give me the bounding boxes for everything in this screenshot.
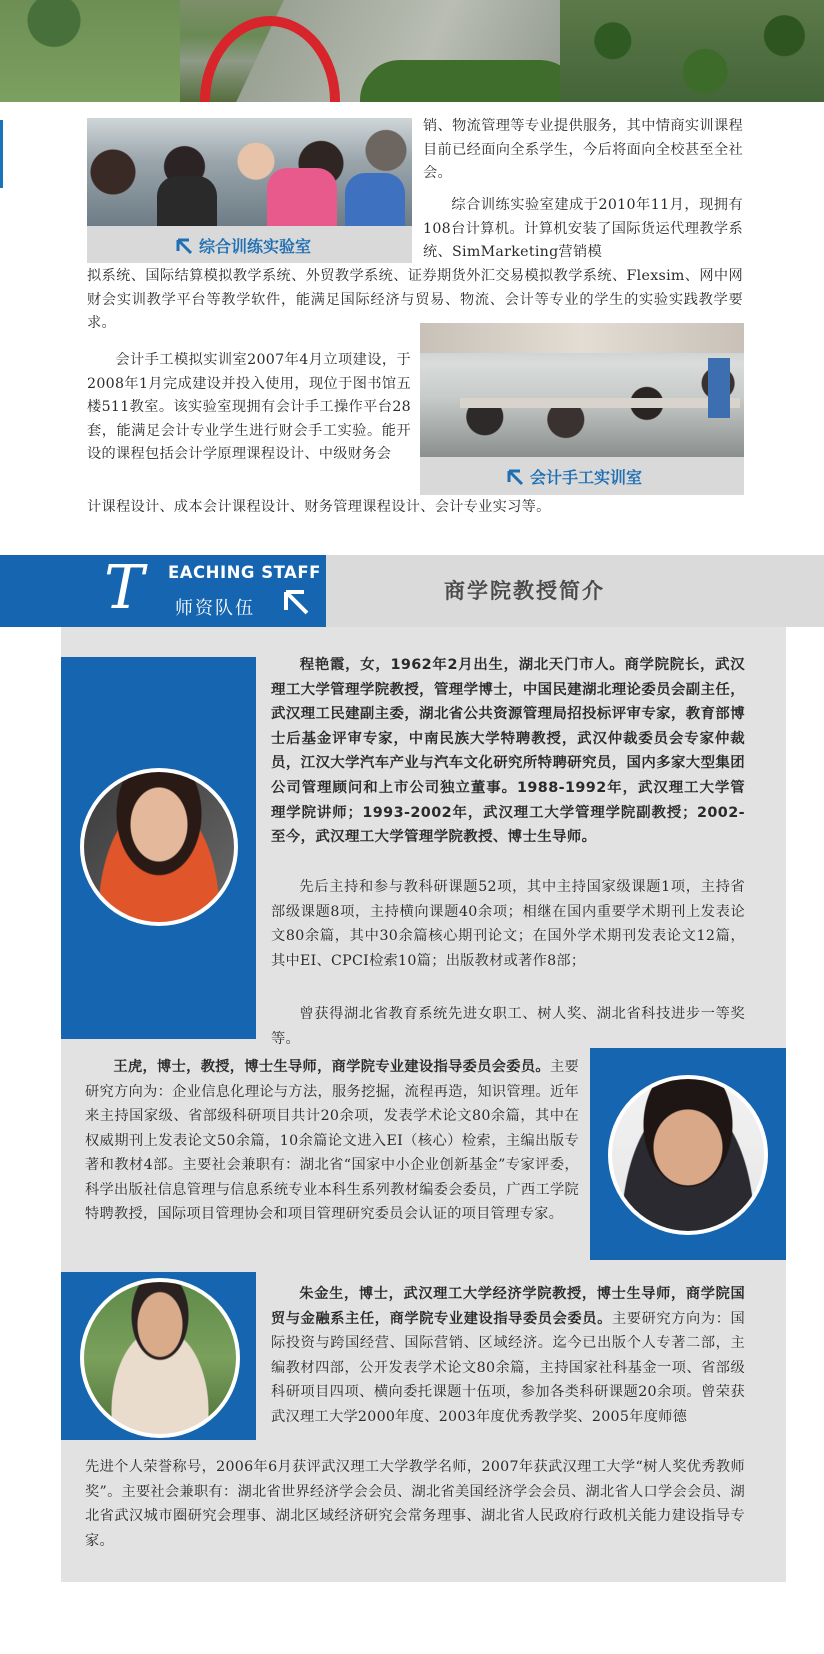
profile-2-text <box>85 1055 579 1227</box>
profile-2-lead: 王虎，博士，教授，博士生导师，商学院专业建设指导委员会委员。 <box>113 1059 550 1075</box>
left-accent-bar <box>0 120 3 188</box>
accounting-lab-photo-box <box>420 323 744 495</box>
section-english-title: EACHING STAFF <box>168 563 321 582</box>
page-heading: 商学院教授简介 <box>444 579 605 603</box>
campus-banner-photo <box>0 0 824 102</box>
accounting-lab-caption-text: 会计手工实训室 <box>530 468 643 487</box>
profile-1-bio: 程艳霞，女，1962年2月出生，湖北天门市人。商学院院长，武汉理工大学管理学院教授，管理学博士，中国民建湖北理论委员会副主任，武汉理工民建副主委，湖北省公共资源管理局招投标评审专家，教育部博士后基金评审专家，中南民族大学特聘教授，武汉仲裁委员会专家仲裁员，江汉大学汽车产业与汽车文化研究所特聘研究员，国内多家大型集团公司管理顾问和上市公司独立董事。1988-1992年，武汉理工大学管理学院讲师；1993-2002年，武汉理工大学管理学院副教授；2002-至今，武汉理工大学管理学院教授、博士生导师。 <box>271 657 745 846</box>
profile-3-lead: 朱金生，博士，武汉理工大学经济学院教授，博士生导师，商学院国贸与金融系主任，商学院专业建设指导委员会委员。 <box>271 1286 745 1327</box>
training-lab-caption <box>175 234 311 257</box>
arrow-up-left-icon <box>506 468 524 486</box>
profile-1-research: 先后主持和参与教科研课题52项，其中主持国家级课题1项，主持省部级课题8项，主持横向课题40余项；相继在国内重要学术期刊上发表论文80余篇，其中30余篇核心期刊论文；在国外学术期刊发表论文12篇，其中EI、CPCI检索10篇；出版教材或著作8部； <box>271 879 745 969</box>
section-chinese-title: 师资队伍 <box>175 598 255 619</box>
profile-3-bio: 主要研究方向为：国际投资与跨国经营、国际营销、区域经济。迄今已出版个人专著二部，主编教材四部，公开发表学术论文80余篇，主持国家社科基金一项、省部级科研项目四项、横向委托课题十伍项，参加各类科研课题20余项。曾荣获武汉理工大学2000年度、2003年度优秀教学奖、2005年度师德 <box>271 1310 746 1425</box>
profile-1-avatar <box>80 768 238 926</box>
profile-2-bio: 主要研究方向为：企业信息化理论与方法，服务挖掘，流程再造，知识管理。近年来主持国家级、省部级科研项目共计20余项，发表学术论文80余篇，其中在权威期刊上发表论文50余篇，10余篇论文进入EI（核心）检索，主编出版专著和教材4部。主要社会兼职有：湖北省“国家中小企业创新基金”专家评委，科学出版社信息管理与信息系统专业本科生系列教材编委会委员，广西工学院特聘教授，国际项目管理协会和项目管理研究委员会认证的项目管理专家。 <box>85 1059 579 1222</box>
profile-1-awards: 曾获得湖北省教育系统先进女职工、树人奖、湖北省科技进步一等奖等。 <box>271 1006 745 1047</box>
profile-3-bio-end: 先进个人荣誉称号，2006年6月获评武汉理工大学教学名师，2007年获武汉理工大学“树人奖优秀教师奖”。主要社会兼职有：湖北省世界经济学会会员、湖北省美国经济学会会员、湖北省人口学会会员、湖北省武汉城市圈研究会理事、湖北区域经济研究会常务理事、湖北省人民政府行政机关能力建设指导专家。 <box>85 1459 745 1549</box>
arrow-up-left-icon <box>282 588 310 616</box>
lab-para-3-end: 计课程设计、成本会计课程设计、财务管理课程设计、会计专业实习等。 <box>87 499 551 515</box>
profile-2-avatar <box>608 1075 768 1235</box>
lab-para-2-intro: 综合训练实验室建成于2010年11月，现拥有108台计算机。计算机安装了国际货运代理教学系统、SimMarketing营销模 <box>423 197 743 260</box>
lab-para-1: 销、物流管理等专业提供服务，其中情商实训课程目前已经面向全系学生，今后将面向全校甚至全社会。 <box>423 118 743 181</box>
training-lab-photo <box>87 118 412 226</box>
arrow-up-left-icon <box>175 237 193 255</box>
accounting-lab-caption <box>506 465 642 488</box>
profile-3-avatar <box>80 1278 240 1438</box>
training-lab-caption-text: 综合训练实验室 <box>199 237 312 256</box>
accounting-lab-photo <box>420 323 744 457</box>
profile-3-text <box>271 1282 745 1429</box>
training-lab-photo-box <box>87 118 412 263</box>
section-initial: T <box>104 553 145 623</box>
lab-para-2-full: 拟系统、国际结算模拟教学系统、外贸教学系统、证券期货外汇交易模拟教学系统、Flexsim、网中网财会实训教学平台等教学软件，能满足国际经济与贸易、物流、会计等专业的学生的实验实践教学要求。 <box>87 268 743 331</box>
lab-para-3: 会计手工模拟实训室2007年4月立项建设，于2008年1月完成建设并投入使用，现位于图书馆五楼511教室。该实验室现拥有会计手工操作平台28套，能满足会计专业学生进行财会手工实验。能开设的课程包括会计学原理课程设计、中级财务会 <box>87 352 411 462</box>
